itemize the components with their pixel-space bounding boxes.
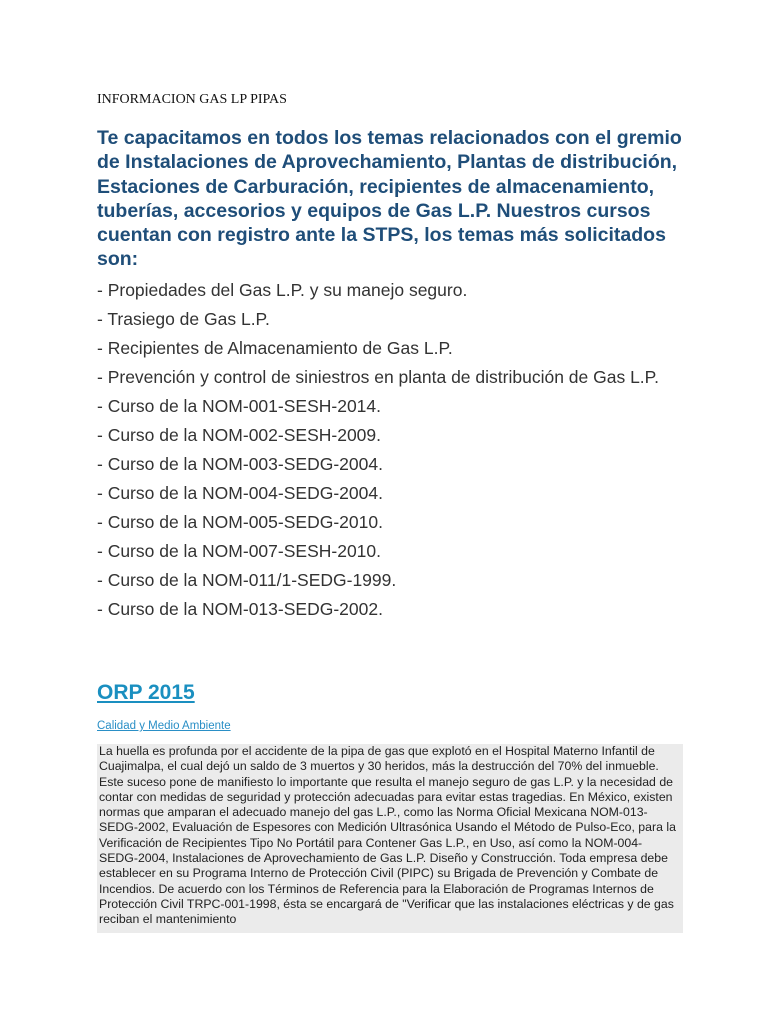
list-item: - Curso de la NOM-004-SEDG-2004. [97,483,383,503]
list-item: - Curso de la NOM-002-SESH-2009. [97,425,381,445]
category-link[interactable]: Calidad y Medio Ambiente [97,720,231,732]
course-list [97,276,687,624]
document-title: INFORMACION GAS LP PIPAS [97,92,287,107]
intro-paragraph: Te capacitamos en todos los temas relacionados con el gremio de Instalaciones de Aprovechamiento, Plantas de distribución, Estaciones de Carburación, recipientes de almacenamiento, tuberías, accesorios y equipos de Gas L.P. Nuestros cursos cuentan con registro ante la STPS, los temas más solicitados son: [97,127,682,271]
article-excerpt: La huella es profunda por el accidente de la pipa de gas que explotó en el Hospital Materno Infantil de Cuajimalpa, el cual dejó un saldo de 3 muertos y 30 heridos, más la destrucción del 70% del inmueble. Este suceso pone de manifiesto lo importante que resulta el manejo seguro de gas L.P. y la necesidad de contar con medidas de seguridad y protección adecuadas para evitar estas tragedias. En México, existen normas que amparan el adecuado manejo del gas L.P., como las Norma Oficial Mexicana NOM-013-SEDG-2002, Evaluación de Espesores con Medición Ultrasónica Usando el Método de Pulso-Eco, para la Verificación de Recipientes Tipo No Portátil para Contener Gas L.P., en Uso, así como la NOM-004-SEDG-2004, Instalaciones de Aprovechamiento de Gas L.P. Diseño y Construcción. Toda empresa debe establecer en su Programa Interno de Protección Civil (PIPC) su Brigada de Prevención y Combate de Incendios. De acuerdo con los Términos de Referencia para la Elaboración de Programas Internos de Protección Civil TRPC-001-1998, ésta se encargará de "Verificar que las instalaciones eléctricas y de gas reciban el mantenimiento [97,744,683,933]
list-item: - Trasiego de Gas L.P. [97,309,270,329]
list-item: - Recipientes de Almacenamiento de Gas L.P. [97,338,453,358]
list-item: - Curso de la NOM-013-SEDG-2002. [97,599,383,619]
list-item: - Curso de la NOM-001-SESH-2014. [97,396,381,416]
list-item: - Curso de la NOM-005-SEDG-2010. [97,512,383,532]
list-item: - Curso de la NOM-003-SEDG-2004. [97,454,383,474]
list-item: - Curso de la NOM-011/1-SEDG-1999. [97,570,397,590]
list-item: - Curso de la NOM-007-SESH-2010. [97,541,381,561]
section-heading-link[interactable]: ORP 2015 [97,681,195,704]
list-item: - Propiedades del Gas L.P. y su manejo seguro. [97,280,468,300]
list-item: - Prevención y control de siniestros en planta de distribución de Gas L.P. [97,367,659,387]
